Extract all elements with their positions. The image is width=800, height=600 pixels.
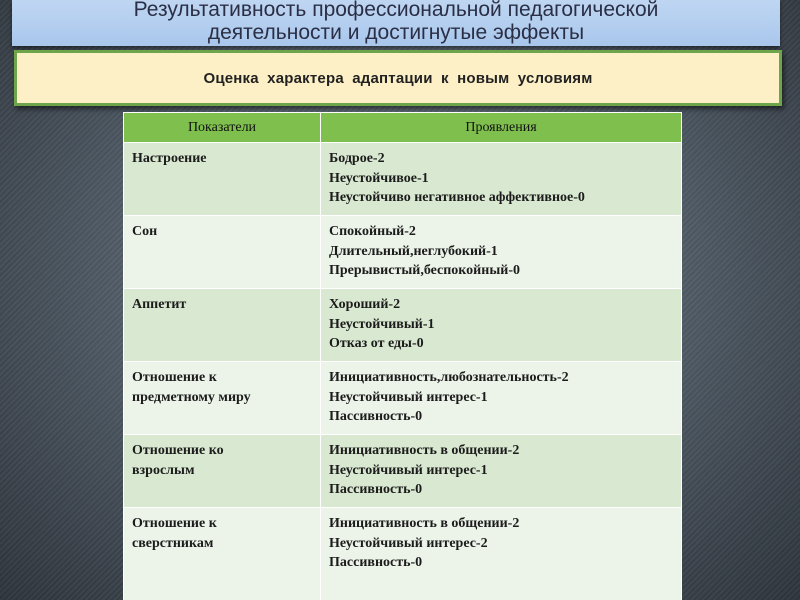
manifestation-line: Отказ от еды-0 <box>329 336 424 351</box>
indicator-text: Аппетит <box>132 297 187 312</box>
manifestation-line: Бодрое-2 <box>329 151 385 166</box>
slide-title-line-1: Результативность профессиональной педагогической <box>133 0 659 21</box>
manifestations-cell <box>321 435 682 508</box>
manifestation-line: Пассивность-0 <box>329 482 423 497</box>
header-indicators: Показатели <box>124 113 321 143</box>
indicator-cell <box>124 289 321 362</box>
indicator-text: предметному миру <box>132 389 251 405</box>
indicator-cell <box>124 216 321 289</box>
table-row <box>124 362 682 435</box>
table-header-row <box>124 113 682 143</box>
manifestation-line: Спокойный-2 <box>329 224 416 239</box>
manifestation-line: Инициативность в общении-2 <box>329 443 520 458</box>
manifestation-line: Пассивность-0 <box>329 409 423 424</box>
manifestation-line: Инициативность,любознательность-2 <box>329 370 569 385</box>
manifestation-line: Неустойчиво негативное аффективное-0 <box>329 190 585 205</box>
indicator-text: Отношение к <box>132 370 217 385</box>
indicator-text: Настроение <box>132 151 207 166</box>
indicator-cell <box>124 508 321 600</box>
subtitle-banner <box>14 50 782 106</box>
table-row <box>124 216 682 289</box>
manifestation-line: Неустойчивое-1 <box>329 170 429 186</box>
manifestations-cell <box>321 289 682 362</box>
manifestations-cell <box>321 216 682 289</box>
slide-title-banner <box>12 0 780 46</box>
manifestation-line: Неустойчивый интерес-1 <box>329 389 488 405</box>
manifestations-cell <box>321 143 682 216</box>
indicator-text: Отношение ко <box>132 443 224 458</box>
manifestations-cell <box>321 508 682 600</box>
table-row <box>124 289 682 362</box>
indicator-text: сверстникам <box>132 535 214 551</box>
manifestation-line: Неустойчивый-1 <box>329 316 435 332</box>
adaptation-table <box>123 112 682 600</box>
table-row <box>124 435 682 508</box>
indicator-text: Сон <box>132 224 158 239</box>
manifestation-line: Пассивность-0 <box>329 555 423 570</box>
manifestation-line: Неустойчивый интерес-1 <box>329 462 488 478</box>
manifestation-line: Неустойчивый интерес-2 <box>329 535 488 551</box>
manifestation-line: Хороший-2 <box>329 297 401 312</box>
indicator-cell <box>124 143 321 216</box>
adaptation-table-container <box>123 112 681 600</box>
manifestation-line: Инициативность в общении-2 <box>329 516 520 531</box>
indicator-text: взрослым <box>132 462 195 478</box>
header-manifestations: Проявления <box>321 113 682 143</box>
table-row <box>124 143 682 216</box>
manifestation-line: Длительный,неглубокий-1 <box>329 243 498 259</box>
manifestation-line: Прерывистый,беспокойный-0 <box>329 263 520 278</box>
subtitle-text: Оценка характера адаптации к новым условиям <box>203 69 593 87</box>
table-row <box>124 508 682 600</box>
slide-title-line-2: деятельности и достигнутые эффекты <box>207 21 585 44</box>
indicator-cell <box>124 435 321 508</box>
indicator-text: Отношение к <box>132 516 217 531</box>
indicator-cell <box>124 362 321 435</box>
manifestations-cell <box>321 362 682 435</box>
